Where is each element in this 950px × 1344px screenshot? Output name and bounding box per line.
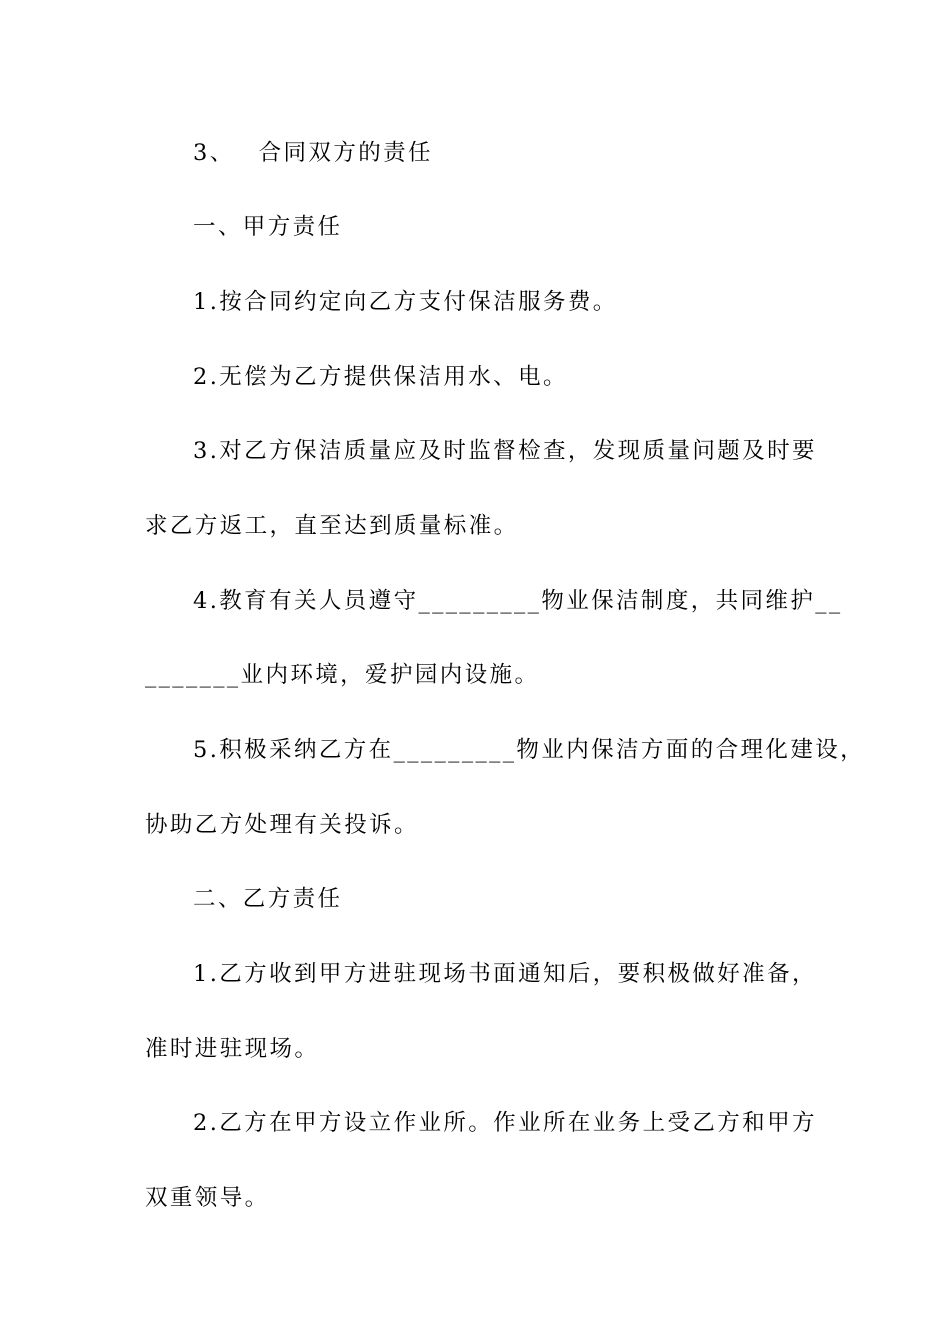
party-b-heading: 二、乙方责任 [193, 886, 343, 912]
section-heading [193, 138, 863, 168]
party-a-item-4-line2: _______业内环境，爱护园内设施。 [145, 662, 540, 688]
party-a-heading: 一、甲方责任 [193, 214, 343, 240]
party-a-item-4-line1: 4.教育有关人员遵守_________物业保洁制度，共同维护__ [193, 588, 843, 614]
party-a-item-3-line2: 求乙方返工，直至达到质量标准。 [145, 513, 519, 539]
section-title: 合同双方的责任 [258, 140, 433, 166]
section-number: 3、 [193, 140, 235, 166]
party-b-item-1-line1: 1.乙方收到甲方进驻现场书面通知后，要积极做好准备， [193, 961, 817, 987]
party-a-item-3-line1: 3.对乙方保洁质量应及时监督检查，发现质量问题及时要 [193, 438, 817, 464]
party-a-item-1: 1.按合同约定向乙方支付保洁服务费。 [193, 289, 618, 315]
party-a-item-5-line2: 协助乙方处理有关投诉。 [145, 812, 419, 838]
party-b-item-2-line1: 2.乙方在甲方设立作业所。作业所在业务上受乙方和甲方 [193, 1110, 817, 1136]
party-b-item-2-line2: 双重领导。 [145, 1185, 270, 1211]
party-a-item-5-line1: 5.积极采纳乙方在_________物业内保洁方面的合理化建设， [193, 737, 866, 763]
party-b-item-1-line2: 准时进驻现场。 [145, 1036, 320, 1062]
party-a-item-2: 2.无偿为乙方提供保洁用水、电。 [193, 364, 568, 390]
